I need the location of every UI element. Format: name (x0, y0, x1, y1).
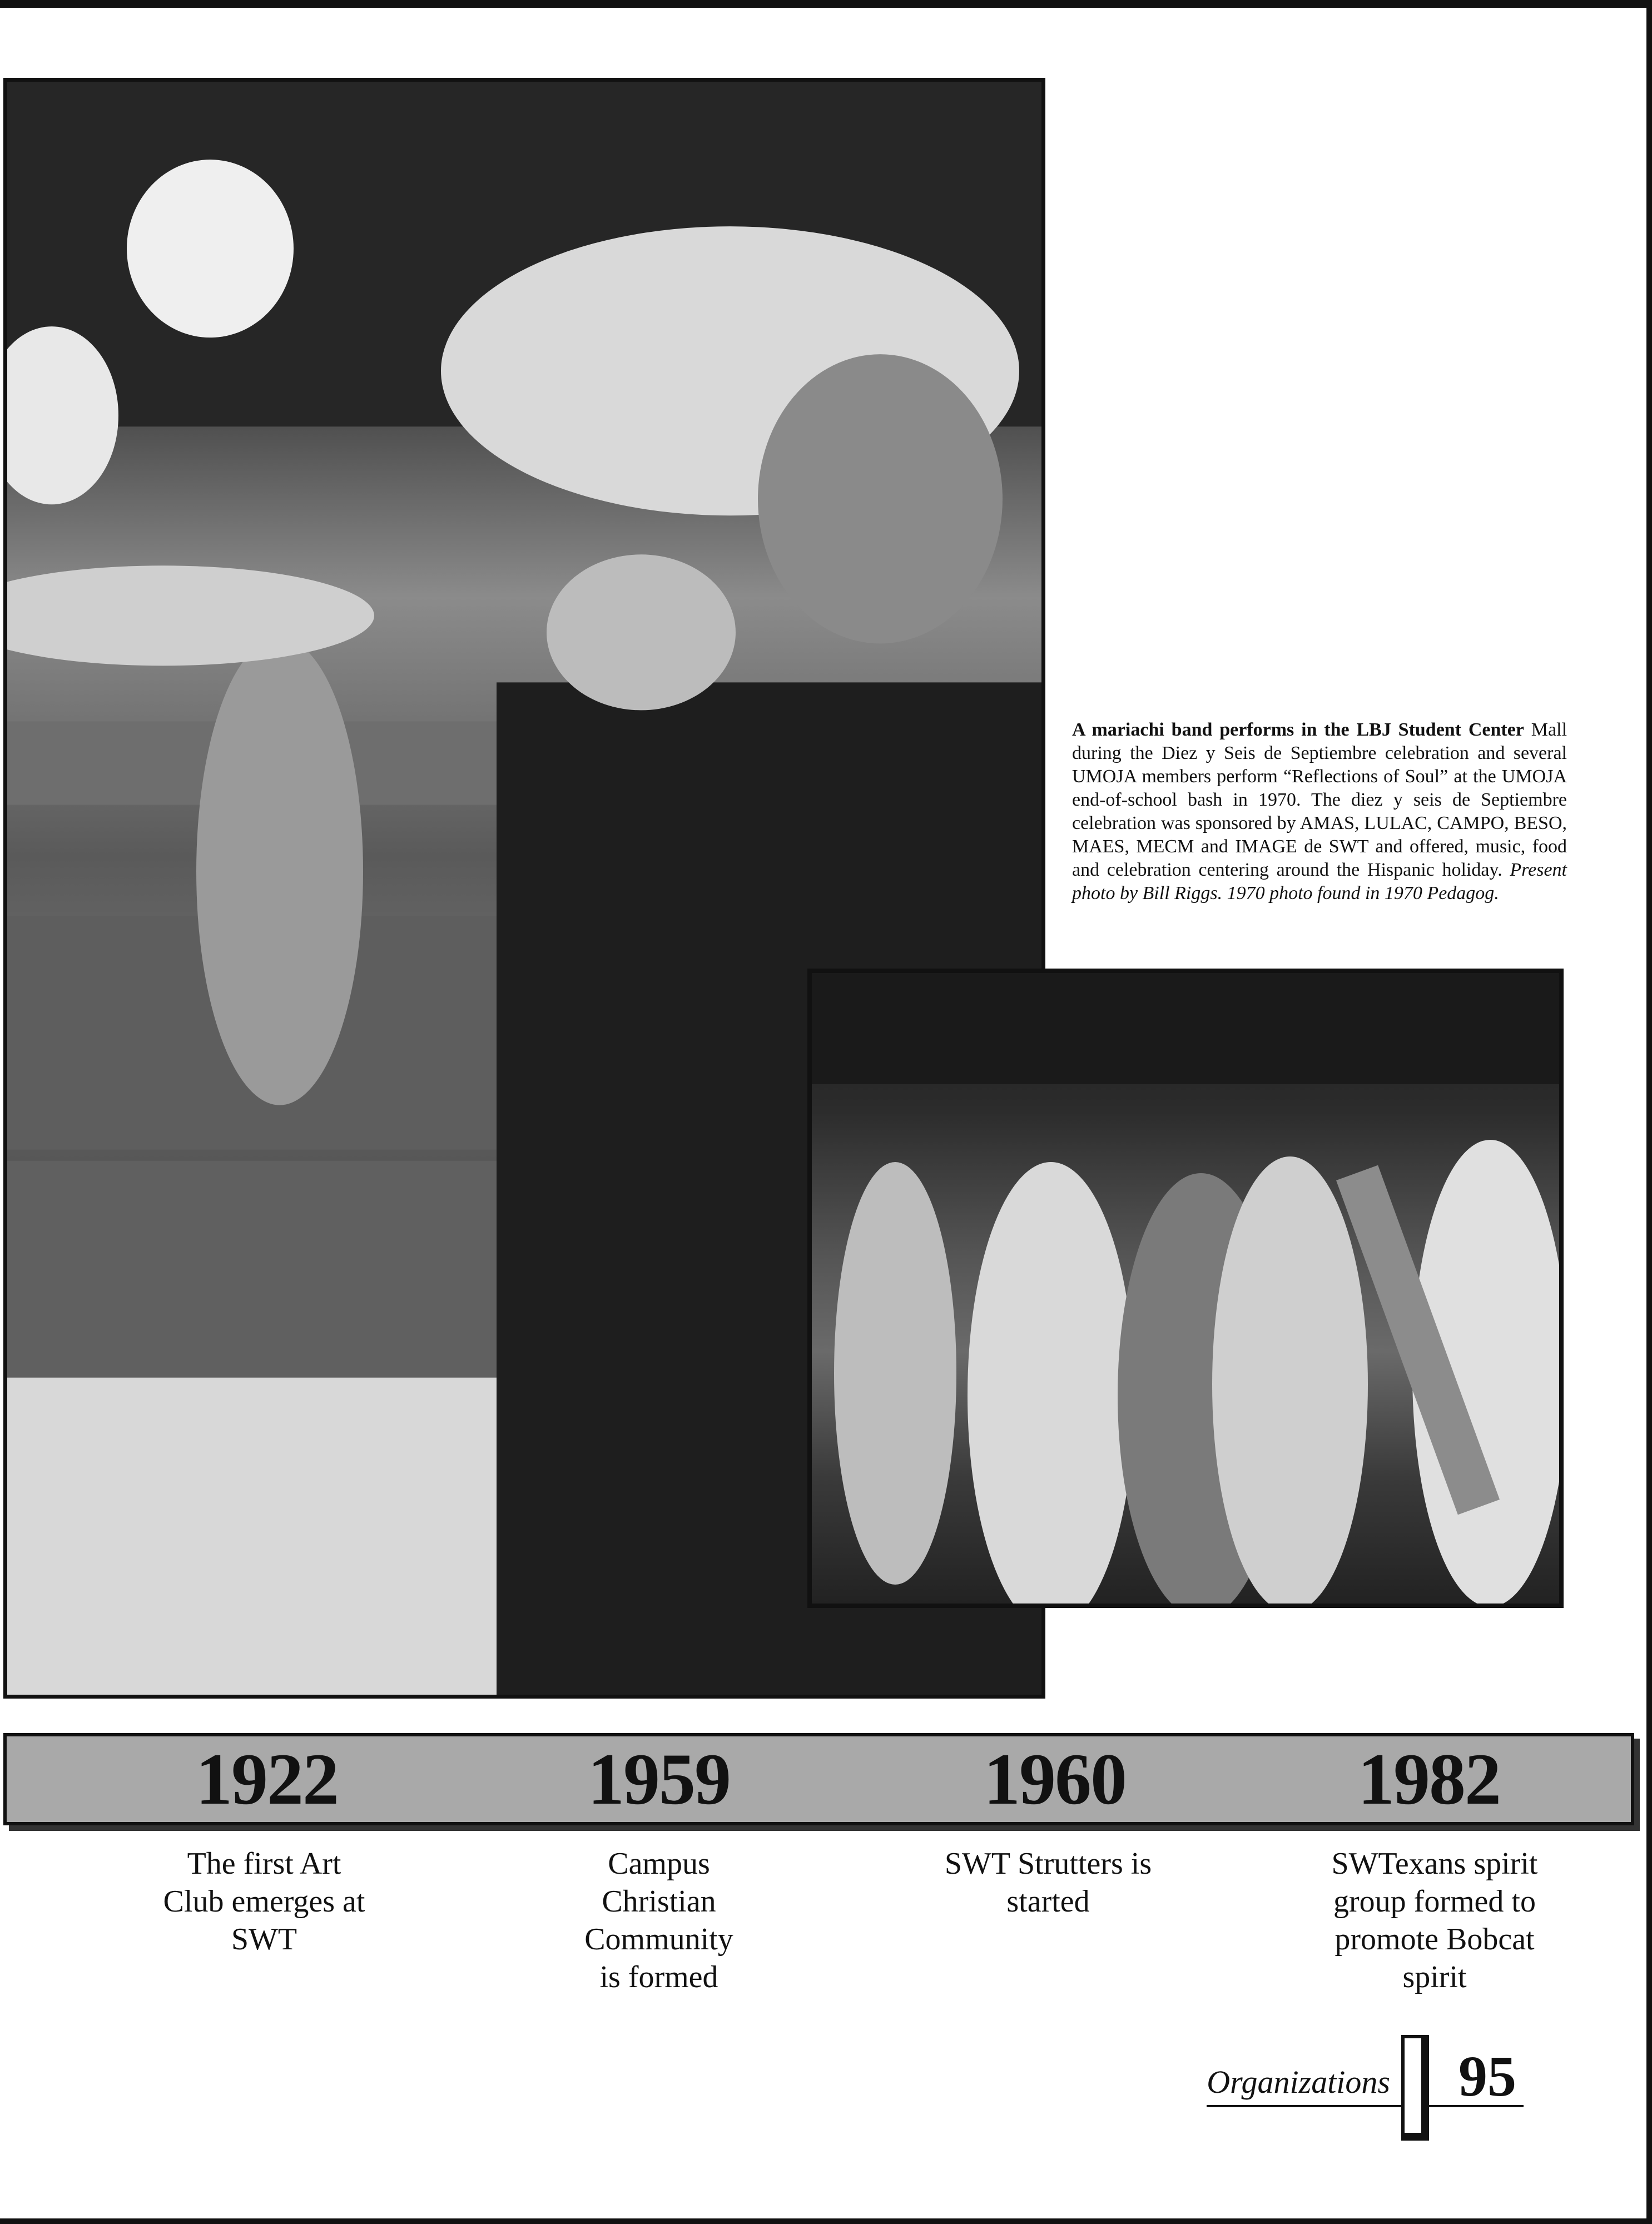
timeline-line: started (1006, 1884, 1090, 1919)
caption-body: Mall during the Diez y Seis de Septiembre celebration and several UMOJA members perform “Reflections of Soul” at the UMOJA end-of-school bash in 1970. The diez y seis de Septiembre celebration was sponsored by AMAS, LULAC, CAMPO, BESO, MAES, MECM and IMAGE de SWT and offered, music, food and celebration centering around the Hispanic holiday. (1072, 719, 1567, 880)
timeline-year: 1982 (1358, 1738, 1500, 1820)
timeline-line: is formed (599, 1960, 718, 1994)
timeline-line: Christian (602, 1884, 716, 1919)
timeline-line: Club emerges at (163, 1884, 365, 1919)
timeline-year: 1960 (984, 1738, 1126, 1820)
page-number: 95 (1458, 2044, 1516, 2108)
timeline-entry-1982 (1279, 1845, 1590, 1996)
timeline-entry-1922 (108, 1845, 420, 1958)
timeline-line: promote Bobcat (1335, 1922, 1535, 1957)
timeline-line: Community (584, 1922, 733, 1957)
timeline-line: spirit (1402, 1960, 1467, 1994)
umoja-band-photo (807, 969, 1564, 1608)
folio-bracket-icon (1401, 2035, 1429, 2141)
timeline-entry-1959 (503, 1845, 815, 1996)
timeline-year: 1922 (196, 1738, 338, 1820)
timeline-line: SWTexans spirit (1331, 1846, 1538, 1881)
caption-lead: A mariachi band performs in the LBJ Student Center (1072, 719, 1524, 740)
timeline-year: 1959 (588, 1738, 730, 1820)
timeline-line: The first Art (187, 1846, 341, 1881)
timeline-line: Campus (608, 1846, 710, 1881)
caption-credit: Present photo by Bill Riggs. 1970 photo found in 1970 Pedagog. (1072, 860, 1567, 904)
umoja-band-photo-art (812, 973, 1559, 1604)
section-name: Organizations (1207, 2064, 1390, 2100)
timeline-line: SWT (231, 1922, 297, 1957)
photo-caption (1072, 718, 1567, 905)
timeline-entry-1960 (892, 1845, 1204, 1920)
timeline-line: SWT Strutters is (944, 1846, 1152, 1881)
timeline-line: group formed to (1333, 1884, 1536, 1919)
